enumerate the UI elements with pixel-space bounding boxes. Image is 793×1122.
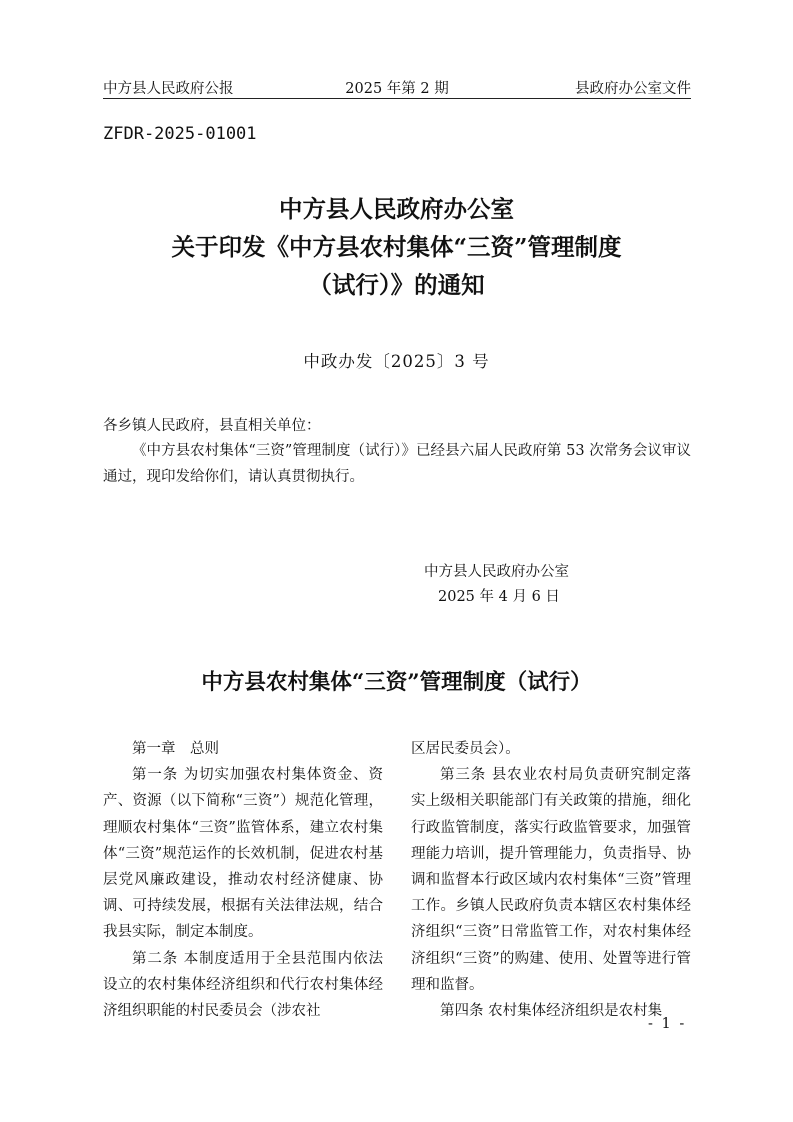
header-issue: 2025 年第 2 期 <box>345 81 449 97</box>
header-gazette-name: 中方县人民政府公报 <box>103 81 234 97</box>
signature-date: 2025 年 4 月 6 日 <box>438 589 560 605</box>
addressee: 各乡镇人民政府，县直相关单位： <box>103 418 321 434</box>
notice-title-line1: 中方县人民政府办公室 <box>279 195 514 223</box>
article-2: 第二条 本制度适用于全县范围内依法设立的农村集体经济组织和代行农村集体经济组织职能的村民委员会（涉农社 <box>103 950 383 1020</box>
article-4: 第四条 农村集体经济组织是农村集 <box>440 1003 663 1020</box>
right-column <box>411 736 691 1024</box>
regulation-title: 中方县农村集体“三资”管理制度（试行） <box>201 670 592 695</box>
document-number: 中政办发〔2025〕3 号 <box>303 352 490 371</box>
notice-title-line2: 关于印发《中方县农村集体“三资”管理制度 <box>171 233 622 261</box>
page-number: - 1 - <box>648 1016 687 1032</box>
signature-org: 中方县人民政府办公室 <box>424 564 569 580</box>
header-section: 县政府办公室文件 <box>575 81 691 97</box>
page-header <box>103 76 691 99</box>
article-1: 第一条 为切实加强农村集体资金、资产、资源（以下简称“三资”）规范化管理，理顺农村集体“三资”监管体系，建立农村集体“三资”规范运作的长效机制，促进农村基层党风廉政建设，推动农村经济健康、协调、可持续发展，根据有关法律法规，结合我县实际，制定本制度。 <box>103 767 383 941</box>
notice-title <box>0 190 793 304</box>
chapter-heading: 第一章 总则 <box>132 741 219 757</box>
notice-title-line3: （试行）》的通知 <box>308 271 485 299</box>
article-2-continued: 区居民委员会）。 <box>411 741 520 757</box>
document-id: ZFDR-2025-01001 <box>103 124 257 144</box>
left-column <box>103 736 383 1024</box>
notice-body: 《中方县农村集体“三资”管理制度（试行）》已经县六届人民政府第 53 次常务会议审议通过，现印发给你们，请认真贯彻执行。 <box>103 443 691 485</box>
article-3: 第三条 县农业农村局负责研究制定落实上级相关职能部门有关政策的措施，细化行政监管制度，落实行政监管要求，加强管理能力培训，提升管理能力，负责指导、协调和监督本行政区域内农村集体“三资”管理工作。乡镇人民政府负责本辖区农村集体经济组织“三资”日常监管工作，对农村集体经济组织“三资”的购建、使用、处置等进行管理和监督。 <box>411 767 691 993</box>
